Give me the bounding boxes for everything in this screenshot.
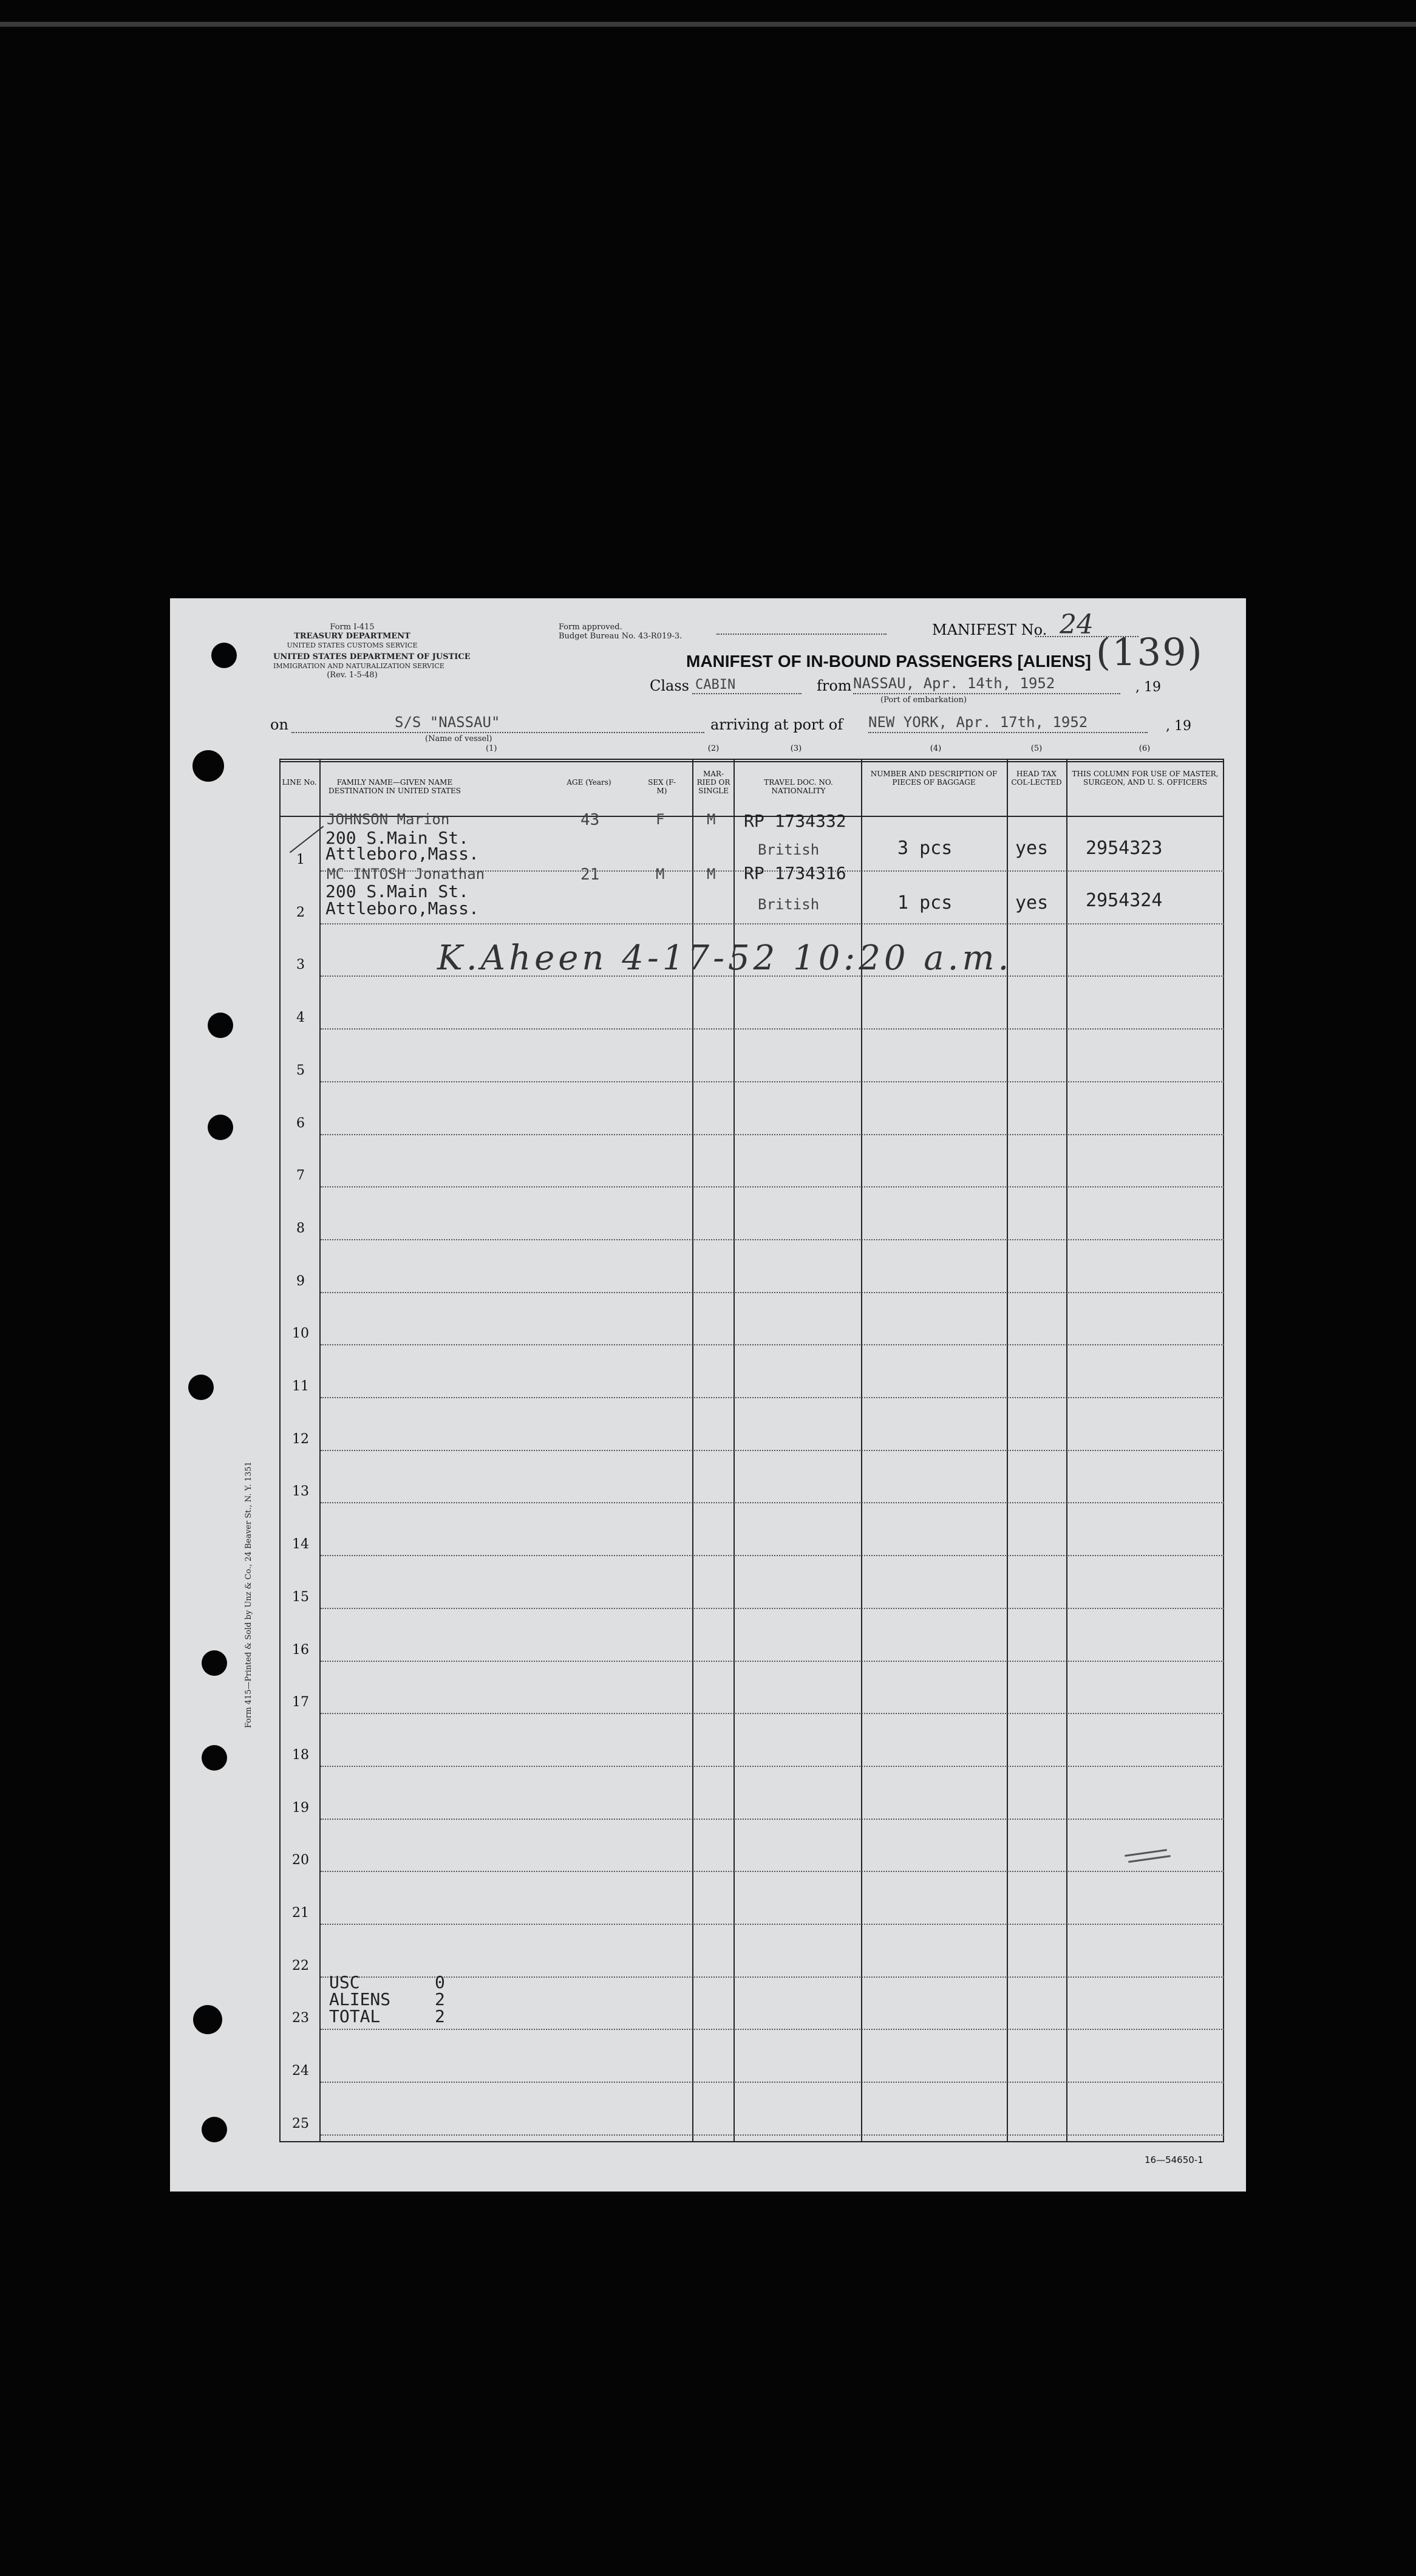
col-header-officers: THIS COLUMN FOR USE OF MASTER, SURGEON, AND U. S. OFFICERS — [1072, 770, 1219, 787]
manifest-page — [170, 598, 1246, 2192]
passenger-age: 43 — [580, 811, 600, 829]
col-header-married: MAR-RIED OR SINGLE — [696, 770, 730, 795]
row-dotted-line — [321, 1502, 1224, 1503]
col-number: (6) — [1139, 744, 1151, 753]
line-number: 13 — [292, 1484, 309, 1499]
summary-total-label: TOTAL — [329, 2006, 381, 2026]
row-dotted-line — [321, 1081, 1224, 1082]
summary-aliens-label: ALIENS — [329, 1989, 391, 2009]
passenger-head-tax: yes — [1015, 892, 1049, 914]
passenger-address-2: Attleboro,Mass. — [325, 898, 479, 918]
row-dotted-line — [321, 1344, 1224, 1345]
check-mark — [290, 826, 324, 853]
form-header-left — [273, 623, 471, 680]
row-dotted-line — [321, 1976, 1224, 1978]
passenger-officer-number: 2954324 — [1086, 890, 1163, 911]
vessel-colnum: (1) — [486, 744, 497, 753]
col-header-baggage: NUMBER AND DESCRIPTION OF PIECES OF BAGGAGE — [870, 770, 998, 787]
line-number: 25 — [292, 2116, 309, 2131]
from-label: from — [817, 677, 852, 694]
year-suffix: , 19 — [1166, 719, 1191, 734]
line-number: 24 — [292, 2063, 309, 2079]
form-number: Form I-415 — [330, 623, 375, 632]
passenger-address-2: Attleboro,Mass. — [325, 844, 479, 864]
line-number: 3 — [296, 957, 305, 972]
summary-usc-value: 0 — [435, 1972, 445, 1992]
port-embarkation-label: (Port of embarkation) — [880, 695, 967, 705]
line-number: 15 — [292, 1590, 309, 1605]
row-dotted-line — [321, 1397, 1224, 1398]
punch-hole — [202, 1650, 227, 1676]
pencil-mark — [1125, 1849, 1167, 1857]
passenger-address-1: 200 S.Main St. — [325, 881, 469, 901]
revision: (Rev. 1-5-48) — [327, 671, 378, 680]
row-dotted-line — [321, 1292, 1224, 1293]
line-number: 16 — [292, 1642, 309, 1658]
vessel-label: (Name of vessel) — [425, 734, 492, 743]
line-number: 4 — [296, 1010, 305, 1025]
col-number: (3) — [790, 744, 802, 753]
passenger-sex: F — [656, 811, 665, 828]
col-header-sex: SEX (F-M) — [648, 778, 676, 795]
line-number: 23 — [292, 2011, 309, 2026]
row-dotted-line — [321, 1450, 1224, 1451]
line-number: 22 — [292, 1958, 309, 1973]
passenger-nationality: British — [758, 896, 820, 913]
row-dotted-line — [321, 2134, 1224, 2136]
punch-hole — [192, 750, 224, 782]
row-dotted-line — [321, 1871, 1224, 1872]
summary-total-value: 2 — [435, 2006, 445, 2026]
row-dotted-line — [321, 1186, 1224, 1187]
line-number: 12 — [292, 1432, 309, 1447]
passenger-age: 21 — [580, 866, 600, 884]
row-dotted-line — [321, 1555, 1224, 1556]
line-number: 19 — [292, 1800, 309, 1816]
approval-block — [559, 623, 682, 641]
punch-hole — [202, 1745, 227, 1771]
row-dotted-line — [321, 1819, 1224, 1820]
passenger-baggage: 1 pcs — [897, 892, 953, 914]
on-label: on — [270, 716, 288, 733]
punch-hole — [193, 2005, 222, 2034]
col-header-age: AGE (Years) — [567, 778, 611, 787]
dept-justice-sub: IMMIGRATION AND NATURALIZATION SERVICE — [273, 662, 444, 670]
row-dotted-line — [321, 2082, 1224, 2083]
year-suffix: , 19 — [1135, 680, 1161, 695]
dept-treasury-sub: UNITED STATES CUSTOMS SERVICE — [287, 641, 418, 649]
col-number: (5) — [1030, 744, 1043, 753]
row-dotted-line — [321, 1924, 1224, 1925]
punch-hole — [208, 1115, 233, 1140]
passenger-travel-doc: RP 1734316 — [744, 863, 846, 883]
line-number: 17 — [292, 1695, 309, 1710]
vessel-value: S/S "NASSAU" — [395, 714, 500, 731]
line-number: 7 — [296, 1168, 305, 1183]
page-title: MANIFEST OF IN-BOUND PASSENGERS [ALIENS] — [686, 652, 1091, 671]
line-number: 8 — [296, 1221, 305, 1236]
passenger-head-tax: yes — [1015, 838, 1049, 859]
col-header-head-tax: HEAD TAX COL-LECTED — [1011, 770, 1062, 787]
passenger-baggage: 3 pcs — [897, 838, 953, 859]
line-number: 21 — [292, 1905, 309, 1921]
stamp-number: (139) — [1096, 630, 1203, 674]
punch-hole — [211, 643, 237, 668]
row-dotted-line — [321, 2029, 1224, 2030]
line-number: 20 — [292, 1853, 309, 1868]
passenger-nationality: British — [758, 841, 820, 858]
budget-bureau: Budget Bureau No. 43-R019-3. — [559, 632, 682, 641]
form-footer-code: 16—54650-1 — [1145, 2154, 1203, 2165]
scan-top-line — [0, 22, 1416, 27]
passenger-name: JOHNSON Marion — [327, 811, 450, 828]
side-printer-text: Form 415—Printed & Sold by Unz & Co., 24 Beaver St., N. Y. 1351 — [244, 1461, 253, 1728]
passenger-married: M — [707, 866, 716, 883]
line-number: 14 — [292, 1537, 309, 1552]
form-approved: Form approved. — [559, 623, 622, 632]
col-number: (4) — [930, 744, 942, 753]
punch-hole — [188, 1375, 214, 1400]
passenger-address-1: 200 S.Main St. — [325, 828, 469, 848]
row-dotted-line — [321, 1028, 1224, 1030]
line-number: 10 — [292, 1326, 309, 1341]
col-header-name: FAMILY NAME—GIVEN NAME DESTINATION IN UNITED STATES — [328, 778, 461, 795]
line-number: 1 — [296, 852, 305, 867]
passenger-travel-doc: RP 1734332 — [744, 811, 846, 831]
col-header-travel-doc: TRAVEL DOC. NO. NATIONALITY — [764, 778, 833, 795]
manifest-number-value: 24 — [1060, 609, 1094, 640]
class-value: CABIN — [695, 677, 736, 692]
line-number: 2 — [296, 905, 305, 920]
manifest-number-label: MANIFEST No. — [932, 621, 1047, 638]
pencil-mark — [1128, 1855, 1171, 1863]
row-dotted-line — [321, 1766, 1224, 1767]
punch-hole — [202, 2117, 227, 2142]
passenger-sex: M — [656, 866, 665, 883]
summary-aliens-value: 2 — [435, 1989, 445, 2009]
row-dotted-line — [321, 1713, 1224, 1714]
passenger-officer-number: 2954323 — [1086, 838, 1163, 859]
arriving-label: arriving at port of — [710, 716, 843, 733]
arriving-value: NEW YORK, Apr. 17th, 1952 — [868, 714, 1088, 731]
blank-line — [717, 634, 887, 635]
col-header-line: LINE No. — [282, 778, 317, 787]
line-number: 9 — [296, 1274, 305, 1289]
row-dotted-line — [321, 923, 1224, 924]
line-number: 5 — [296, 1063, 305, 1078]
class-line — [692, 693, 802, 694]
col-number: (2) — [707, 744, 720, 753]
dept-treasury: TREASURY DEPARTMENT — [294, 632, 410, 641]
row-dotted-line — [321, 1608, 1224, 1609]
vessel-line — [291, 732, 704, 733]
row-dotted-line — [321, 1661, 1224, 1662]
inspection-note: K.Aheen 4-17-52 10:20 a.m. — [437, 938, 1013, 978]
row-dotted-line — [321, 1134, 1224, 1135]
from-line — [853, 693, 1120, 694]
dept-justice: UNITED STATES DEPARTMENT OF JUSTICE — [273, 652, 471, 661]
row-dotted-line — [321, 1239, 1224, 1240]
arriving-line — [868, 732, 1148, 733]
line-number: 6 — [296, 1116, 305, 1131]
summary-usc-label: USC — [329, 1972, 360, 1992]
class-label: Class — [650, 677, 689, 694]
line-number: 18 — [292, 1748, 309, 1763]
line-number: 11 — [292, 1379, 309, 1394]
from-value: NASSAU, Apr. 14th, 1952 — [853, 675, 1055, 692]
passenger-name: MC INTOSH Jonathan — [327, 866, 485, 883]
punch-hole — [208, 1013, 233, 1038]
passenger-married: M — [707, 811, 716, 828]
